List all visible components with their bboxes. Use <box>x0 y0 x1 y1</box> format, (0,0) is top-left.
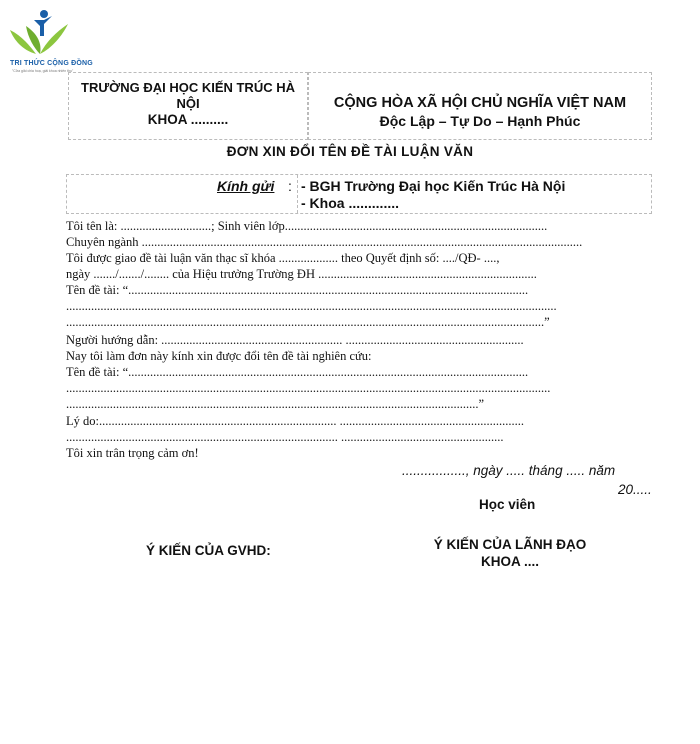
recipient-divider <box>297 175 298 213</box>
school-line-2: NỘI <box>176 96 200 111</box>
national-heading <box>308 94 652 130</box>
recipient-label: Kính gửi <box>217 178 275 194</box>
form-line-old-topic: Tên đề tài: “................................................................................................................................ <box>66 283 529 297</box>
form-line-thanks: Tôi xin trân trọng cảm ơn! <box>66 446 199 460</box>
form-line-reason-2: ....................................................................................... .................................................... <box>66 430 504 444</box>
form-line-old-topic-2: ............................................................................................................................................................. <box>66 299 557 313</box>
document-header <box>68 72 652 140</box>
nation-name: CỘNG HÒA XÃ HỘI CHỦ NGHĨA VIỆT NAM <box>333 95 627 111</box>
school-line-1: TRƯỜNG ĐẠI HỌC KIẾN TRÚC HÀ <box>81 80 295 95</box>
recipient-box <box>66 174 652 214</box>
brand-logo <box>4 6 93 73</box>
leader-opinion-line-1: Ý KIẾN CỦA LÃNH ĐẠO <box>433 537 587 552</box>
leader-opinion-line-2: KHOA .... <box>480 554 539 569</box>
form-line-reason: Lý do:............................................................................ ........................................................... <box>66 414 524 428</box>
leaf-person-icon <box>4 6 76 62</box>
form-line-new-topic-2: ........................................................................................................................................................... <box>66 381 551 395</box>
year-line: 20..... <box>618 482 652 497</box>
form-line-advisor: Người hướng dẫn: .......................................................... ......................................................... <box>66 333 524 347</box>
form-line-major: Chuyên ngành ............................................................................................................................................. <box>66 235 583 249</box>
form-line-old-topic-3: .........................................................................................................................................................” <box>66 315 550 329</box>
leader-opinion-label <box>410 536 610 570</box>
recipient-line-2: - Khoa ............. <box>301 195 400 211</box>
brand-tagline: "Cửa giải chia hoạ, giải khoa nhiên thu" <box>12 69 74 73</box>
form-line-new-topic: Tên đề tài: “................................................................................................................................ <box>66 365 529 379</box>
faculty-label: KHOA .......... <box>147 112 229 127</box>
student-signature-label: Học viên <box>479 497 536 512</box>
school-name <box>68 80 308 128</box>
form-line-decision-date: ngày ......./......./........ của Hiệu trưởng Trường ĐH ...................................................................... <box>66 267 537 281</box>
date-line: ................., ngày ..... tháng ..... năm <box>402 463 616 478</box>
nation-motto: Độc Lập – Tự Do – Hạnh Phúc <box>379 113 581 129</box>
brand-name: TRI THỨC CỘNG ĐỒNG <box>10 60 93 67</box>
form-line-name: Tôi tên là: .............................; Sinh viên lớp.................................................................................... <box>66 219 548 233</box>
recipient-line-1: - BGH Trường Đại học Kiến Trúc Hà Nội <box>301 178 566 194</box>
form-line-assignment: Tôi được giao đề tài luận văn thạc sĩ khóa ................... theo Quyết định số: ..../QĐ- ...., <box>66 251 500 265</box>
recipient-colon: : <box>288 178 292 194</box>
form-line-request: Nay tôi làm đơn này kính xin được đổi tên đề tài nghiên cứu: <box>66 349 372 363</box>
document-title: ĐƠN XIN ĐỔI TÊN ĐỀ TÀI LUẬN VĂN <box>226 144 474 159</box>
form-line-new-topic-3: ....................................................................................................................................” <box>66 397 485 411</box>
advisor-opinion-label: Ý KIẾN CỦA GVHD: <box>146 543 271 558</box>
